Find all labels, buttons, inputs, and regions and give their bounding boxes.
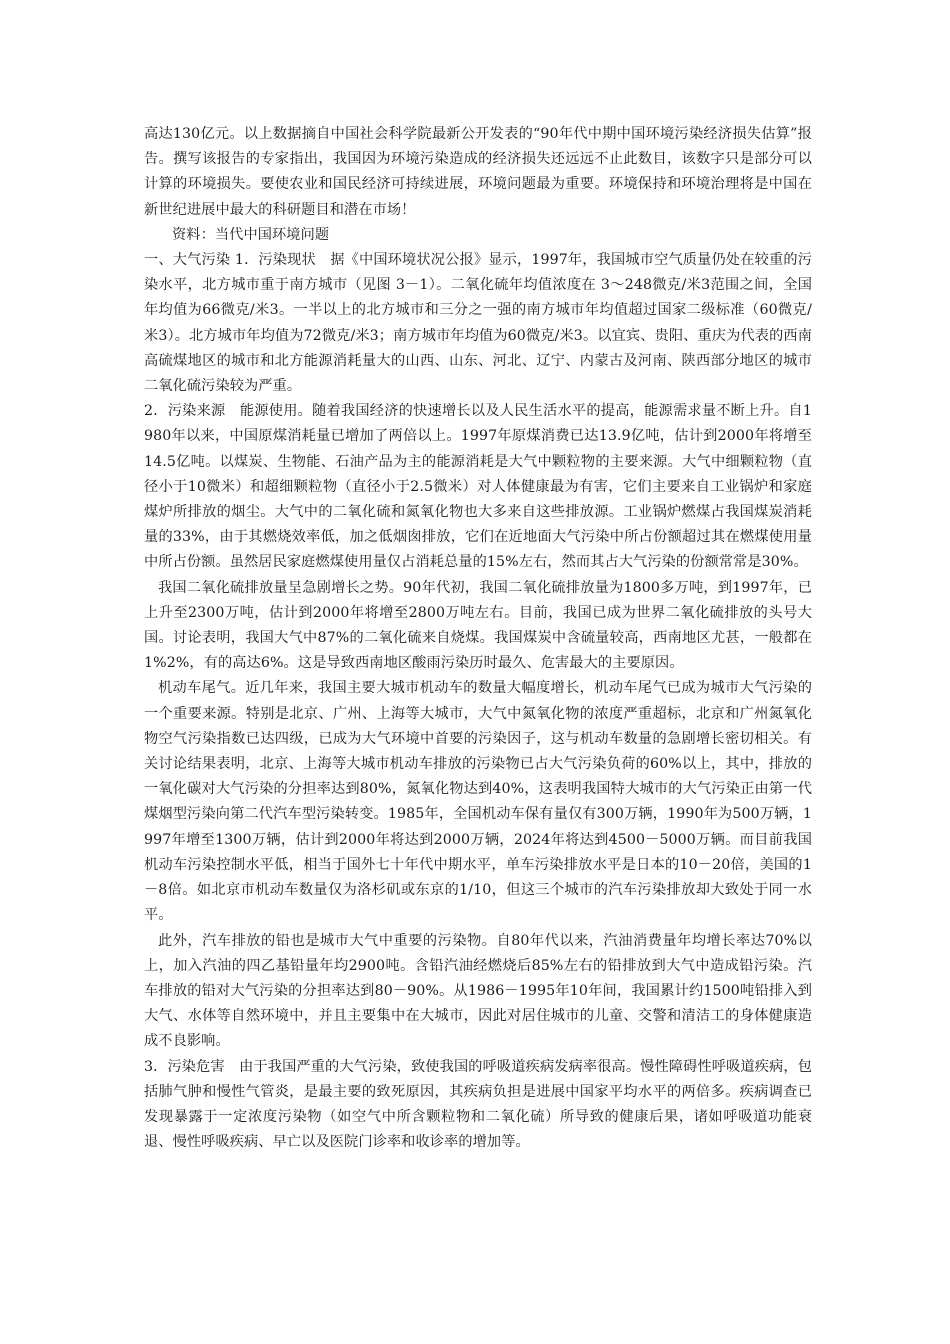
air-pollution-status-paragraph: 一、大气污染 1．污染现状 据《中国环境状况公报》显示，1997年，我国城市空气质量仍处在较重的污染水平，北方城市重于南方城市（见图 3－1）。二氧化硫年均值浓度在 3～248微克/米3范围之间，全国年均值为66微克/米3。一半以上的北方城市和三分之一强的南方城市年均值超过国家二级标准（60微克/米3）。北方城市年均值为72微克/米3；南方城市年均值为60微克/米3。以宜宾、贵阳、重庆为代表的西南高硫煤地区的城市和北方能源消耗量大的山西、山东、河北、辽宁、内蒙古及河南、陕西部分地区的城市二氧化硫污染较为严重。 <box>144 252 812 395</box>
lead-emission-paragraph: 此外，汽车排放的铅也是城市大气中重要的污染物。自80年代以来，汽油消费量年均增长率达70%以上，加入汽油的四乙基铅量年均2900吨。含铅汽油经燃烧后85%左右的铅排放到大气中造成铅污染。汽车排放的铅对大气污染的分担率达到80－90%。从1986－1995年10年间，我国累计约1500吨铅排入到大气、水体等自然环境中，并且主要集中在大城市，因此对居住城市的儿童、交警和清洁工的身体健康造成不良影响。 <box>144 932 812 1050</box>
document-page <box>144 122 812 1155</box>
intro-paragraph: 高达130亿元。以上数据摘自中国社会科学院最新公开发表的“90年代中期中国环境污染经济损失估算”报告。撰写该报告的专家指出，我国因为环境污染造成的经济损失还远远不止此数目，该数字只是部分可以计算的环境损失。要使农业和国民经济可持续进展，环境问题最为重要。环境保持和环境治理将是中国在新世纪进展中最大的科研题目和潜在市场！ <box>144 126 812 218</box>
vehicle-exhaust-paragraph: 机动车尾气。近几年来，我国主要大城市机动车的数量大幅度增长，机动车尾气已成为城市大气污染的一个重要来源。特别是北京、广州、上海等大城市，大气中氮氧化物的浓度严重超标，北京和广州氮氧化物空气污染指数已达四级，已成为大气环境中首要的污染因子，这与机动车数量的急剧增长密切相关。有关讨论结果表明，北京、上海等大城市机动车排放的污染物已占大气污染负荷的60%以上，其中，排放的一氧化碳对大气污染的分担率达到80%，氮氧化物达到40%，这表明我国特大城市的大气污染正由第一代煤烟型污染向第二代汽车型污染转变。1985年，全国机动车保有量仅有300万辆，1990年为500万辆，1997年增至1300万辆，估计到2000年将达到2000万辆，2024年将达到4500－5000万辆。而目前我国机动车污染控制水平低，相当于国外七十年代中期水平，单车污染排放水平是日本的10－20倍，美国的1－8倍。如北京市机动车数量仅为洛杉矶或东京的1/10，但这三个城市的汽车污染排放却大致处于同一水平。 <box>144 680 812 924</box>
pollution-hazard-paragraph: 3．污染危害 由于我国严重的大气污染，致使我国的呼吸道疾病发病率很高。慢性障碍性呼吸道疾病，包括肺气肿和慢性气管炎，是最主要的致死原因，其疾病负担是进展中国家平均水平的两倍多。疾病调查已发现暴露于一定浓度污染物（如空气中所含颗粒物和二氧化硫）所导致的健康后果，诸如呼吸道功能衰退、慢性呼吸疾病、早亡以及医院门诊率和收诊率的增加等。 <box>144 1058 812 1151</box>
sulfur-dioxide-paragraph: 我国二氧化硫排放量呈急剧增长之势。90年代初，我国二氧化硫排放量为1800多万吨，到1997年，已上升至2300万吨，估计到2000年将增至2800万吨左右。目前，我国已成为世界二氧化硫排放的头号大国。讨论表明，我国大气中87%的二氧化硫来自烧煤。我国煤炭中含硫量较高，西南地区尤甚，一般都在1%2%，有的高达6%。这是导致西南地区酸雨污染历时最久、危害最大的主要原因。 <box>144 579 812 672</box>
pollution-source-paragraph: 2．污染来源 能源使用。随着我国经济的快速增长以及人民生活水平的提高，能源需求量不断上升。自1980年以来，中国原煤消耗量已增加了两倍以上。1997年原煤消费已达13.9亿吨，估计到2000年将增至14.5亿吨。以煤炭、生物能、石油产品为主的能源消耗是大气中颗粒物的主要来源。大气中细颗粒物（直径小于10微米）和超细颗粒物（直径小于2.5微米）对人体健康最为有害，它们主要来自工业锅炉和家庭煤炉所排放的烟尘。大气中的二氧化硫和氮氧化物也大多来自这些排放源。工业锅炉燃煤占我国煤炭消耗量的33%，由于其燃烧效率低，加之低烟囱排放，它们在近地面大气污染中所占份额超过其在燃煤使用量中所占份额。虽然居民家庭燃煤使用量仅占消耗总量的15%左右，然而其占大气污染的份额常常是30%。 <box>144 403 812 571</box>
source-line: 资料：当代中国环境问题 <box>172 226 330 243</box>
